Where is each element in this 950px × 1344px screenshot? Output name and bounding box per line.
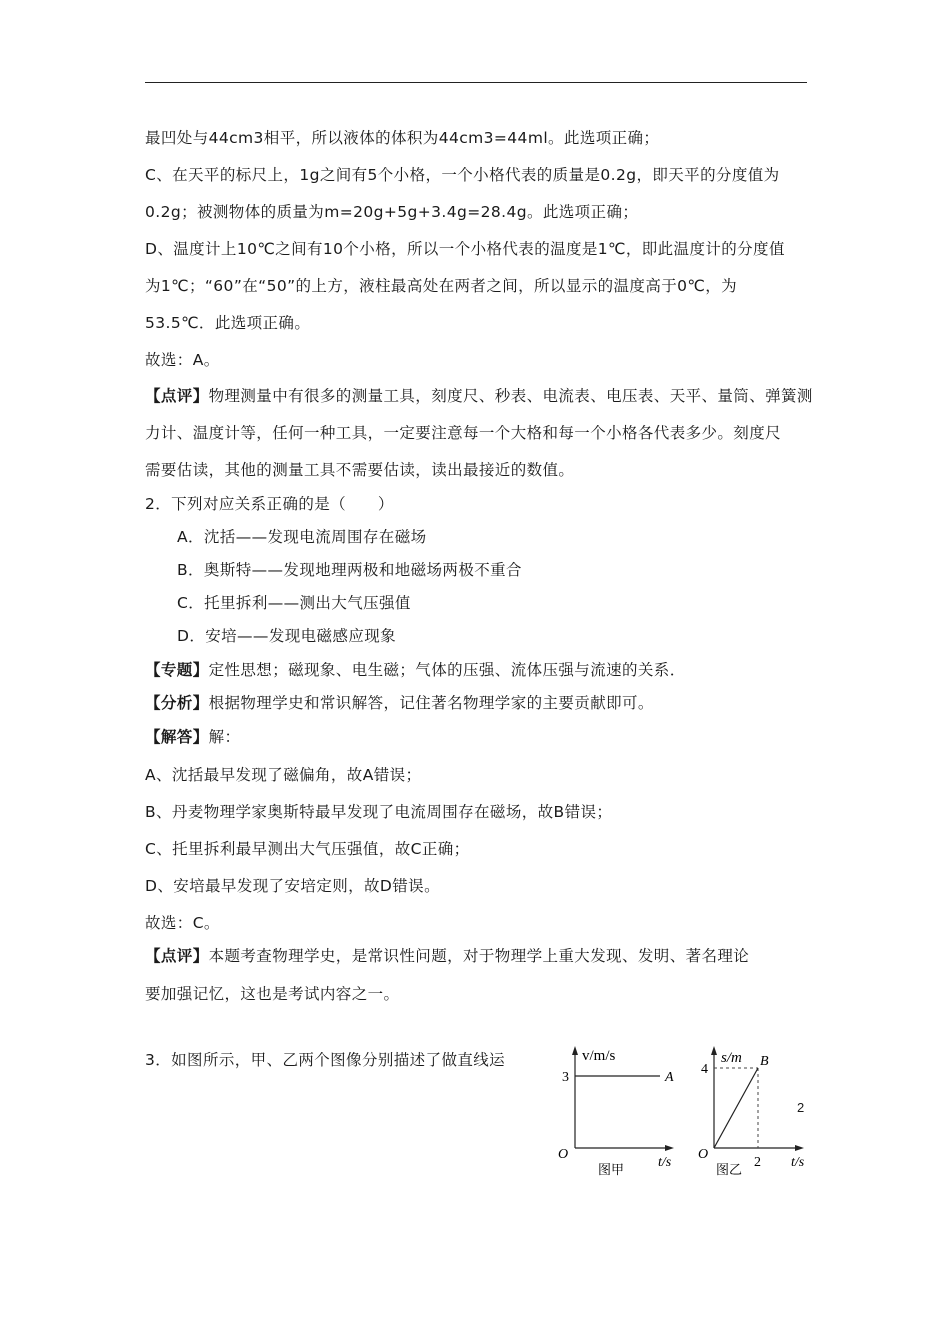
y-axis-label: s/m — [721, 1050, 742, 1066]
x-axis-arrow — [665, 1145, 674, 1151]
text-line: 最凹处与44cm3相平，所以液体的体积为44cm3=44ml。此选项正确； — [145, 129, 660, 147]
answer-tag: 【解答】 — [145, 728, 209, 746]
y-axis-arrow — [711, 1046, 717, 1055]
y-axis-arrow — [572, 1046, 578, 1055]
x-axis-arrow — [795, 1145, 804, 1151]
analysis-tag: 【分析】 — [145, 694, 209, 712]
comment-line — [145, 386, 813, 406]
figure-yi — [690, 1040, 820, 1190]
topic-text: 定性思想；磁现象、电生磁；气体的压强、流体压强与流速的关系． — [208, 661, 686, 679]
figure-caption: 图乙 — [716, 1162, 743, 1177]
x-tick-label: 2 — [754, 1155, 761, 1170]
answer-text: D、安培最早发现了安培定则，故D错误。 — [145, 877, 440, 895]
text-line: 为1℃；“60”在“50”的上方，液柱最高处在两者之间，所以显示的温度高于0℃，为 — [145, 277, 738, 295]
figure-caption: 图甲 — [598, 1162, 625, 1177]
option-d: D．安培——发现电磁感应现象 — [177, 627, 397, 645]
text-line: 0.2g；被测物体的质量为m=20g+5g+3.4g=28.4g。此选项正确； — [145, 203, 639, 221]
text-line: D、温度计上10℃之间有10个小格，所以一个小格代表的温度是1℃，即此温度计的分度值 — [145, 240, 785, 258]
answer-line — [145, 727, 240, 747]
option-a: A．沈括——发现电流周围存在磁场 — [177, 528, 427, 546]
choice-line: 故选：C。 — [145, 914, 220, 932]
text-line: 53.5℃．此选项正确。 — [145, 314, 311, 332]
point-label-b: B — [760, 1054, 769, 1069]
question-2-stem: 2．下列对应关系正确的是（ ） — [145, 495, 394, 513]
comment-tag: 【点评】 — [145, 947, 209, 965]
line-label-a: A — [665, 1070, 674, 1085]
axes — [714, 1052, 798, 1148]
origin-label: O — [558, 1147, 569, 1162]
comment-text: 物理测量中有很多的测量工具，刻度尺、秒表、电流表、电压表、天平、量筒、弹簧测 — [208, 387, 813, 405]
page-number: 2 — [797, 1100, 805, 1115]
text-line: C、在天平的标尺上，1g之间有5个小格，一个小格代表的质量是0.2g，即天平的分度值为 — [145, 166, 780, 184]
y-axis-label: v/m/s — [582, 1048, 616, 1064]
answer-intro: 解： — [208, 728, 241, 746]
y-tick-label: 4 — [701, 1062, 708, 1077]
analysis-text: 根据物理学史和常识解答，记住著名物理学家的主要贡献即可。 — [208, 694, 654, 712]
analysis-line — [145, 693, 654, 713]
x-axis-label: t/s — [658, 1155, 672, 1170]
topic-line — [145, 660, 686, 680]
option-b: B．奥斯特——发现地理两极和地磁场两极不重合 — [177, 561, 522, 579]
answer-text: C、托里拆利最早测出大气压强值，故C正确； — [145, 840, 470, 858]
y-tick-label: 3 — [562, 1070, 569, 1085]
answer-text: A、沈括最早发现了磁偏角，故A错误； — [145, 766, 422, 784]
topic-tag: 【专题】 — [145, 661, 209, 679]
series-line-b — [714, 1068, 758, 1148]
comment-line — [145, 946, 749, 966]
origin-label: O — [698, 1147, 709, 1162]
answer-text: B、丹麦物理学家奥斯特最早发现了电流周围存在磁场，故B错误； — [145, 803, 613, 821]
choice-line: 故选：A。 — [145, 351, 220, 369]
question-3-stem: 3．如图所示，甲、乙两个图像分别描述了做直线运 — [145, 1051, 506, 1069]
comment-text: 本题考查物理学史，是常识性问题，对于物理学上重大发现、发明、著名理论 — [208, 947, 750, 965]
comment-line: 需要估读，其他的测量工具不需要估读，读出最接近的数值。 — [145, 461, 575, 479]
comment-line: 要加强记忆，这也是考试内容之一。 — [145, 985, 400, 1003]
comment-line: 力计、温度计等，任何一种工具，一定要注意每一个大格和每一个小格各代表多少。刻度尺 — [145, 424, 782, 442]
header-rule — [145, 82, 807, 83]
x-axis-label: t/s — [791, 1155, 805, 1170]
axes — [575, 1052, 668, 1148]
comment-tag: 【点评】 — [145, 387, 209, 405]
figure-jia — [548, 1040, 688, 1190]
option-c: C．托里拆利——测出大气压强值 — [177, 594, 411, 612]
